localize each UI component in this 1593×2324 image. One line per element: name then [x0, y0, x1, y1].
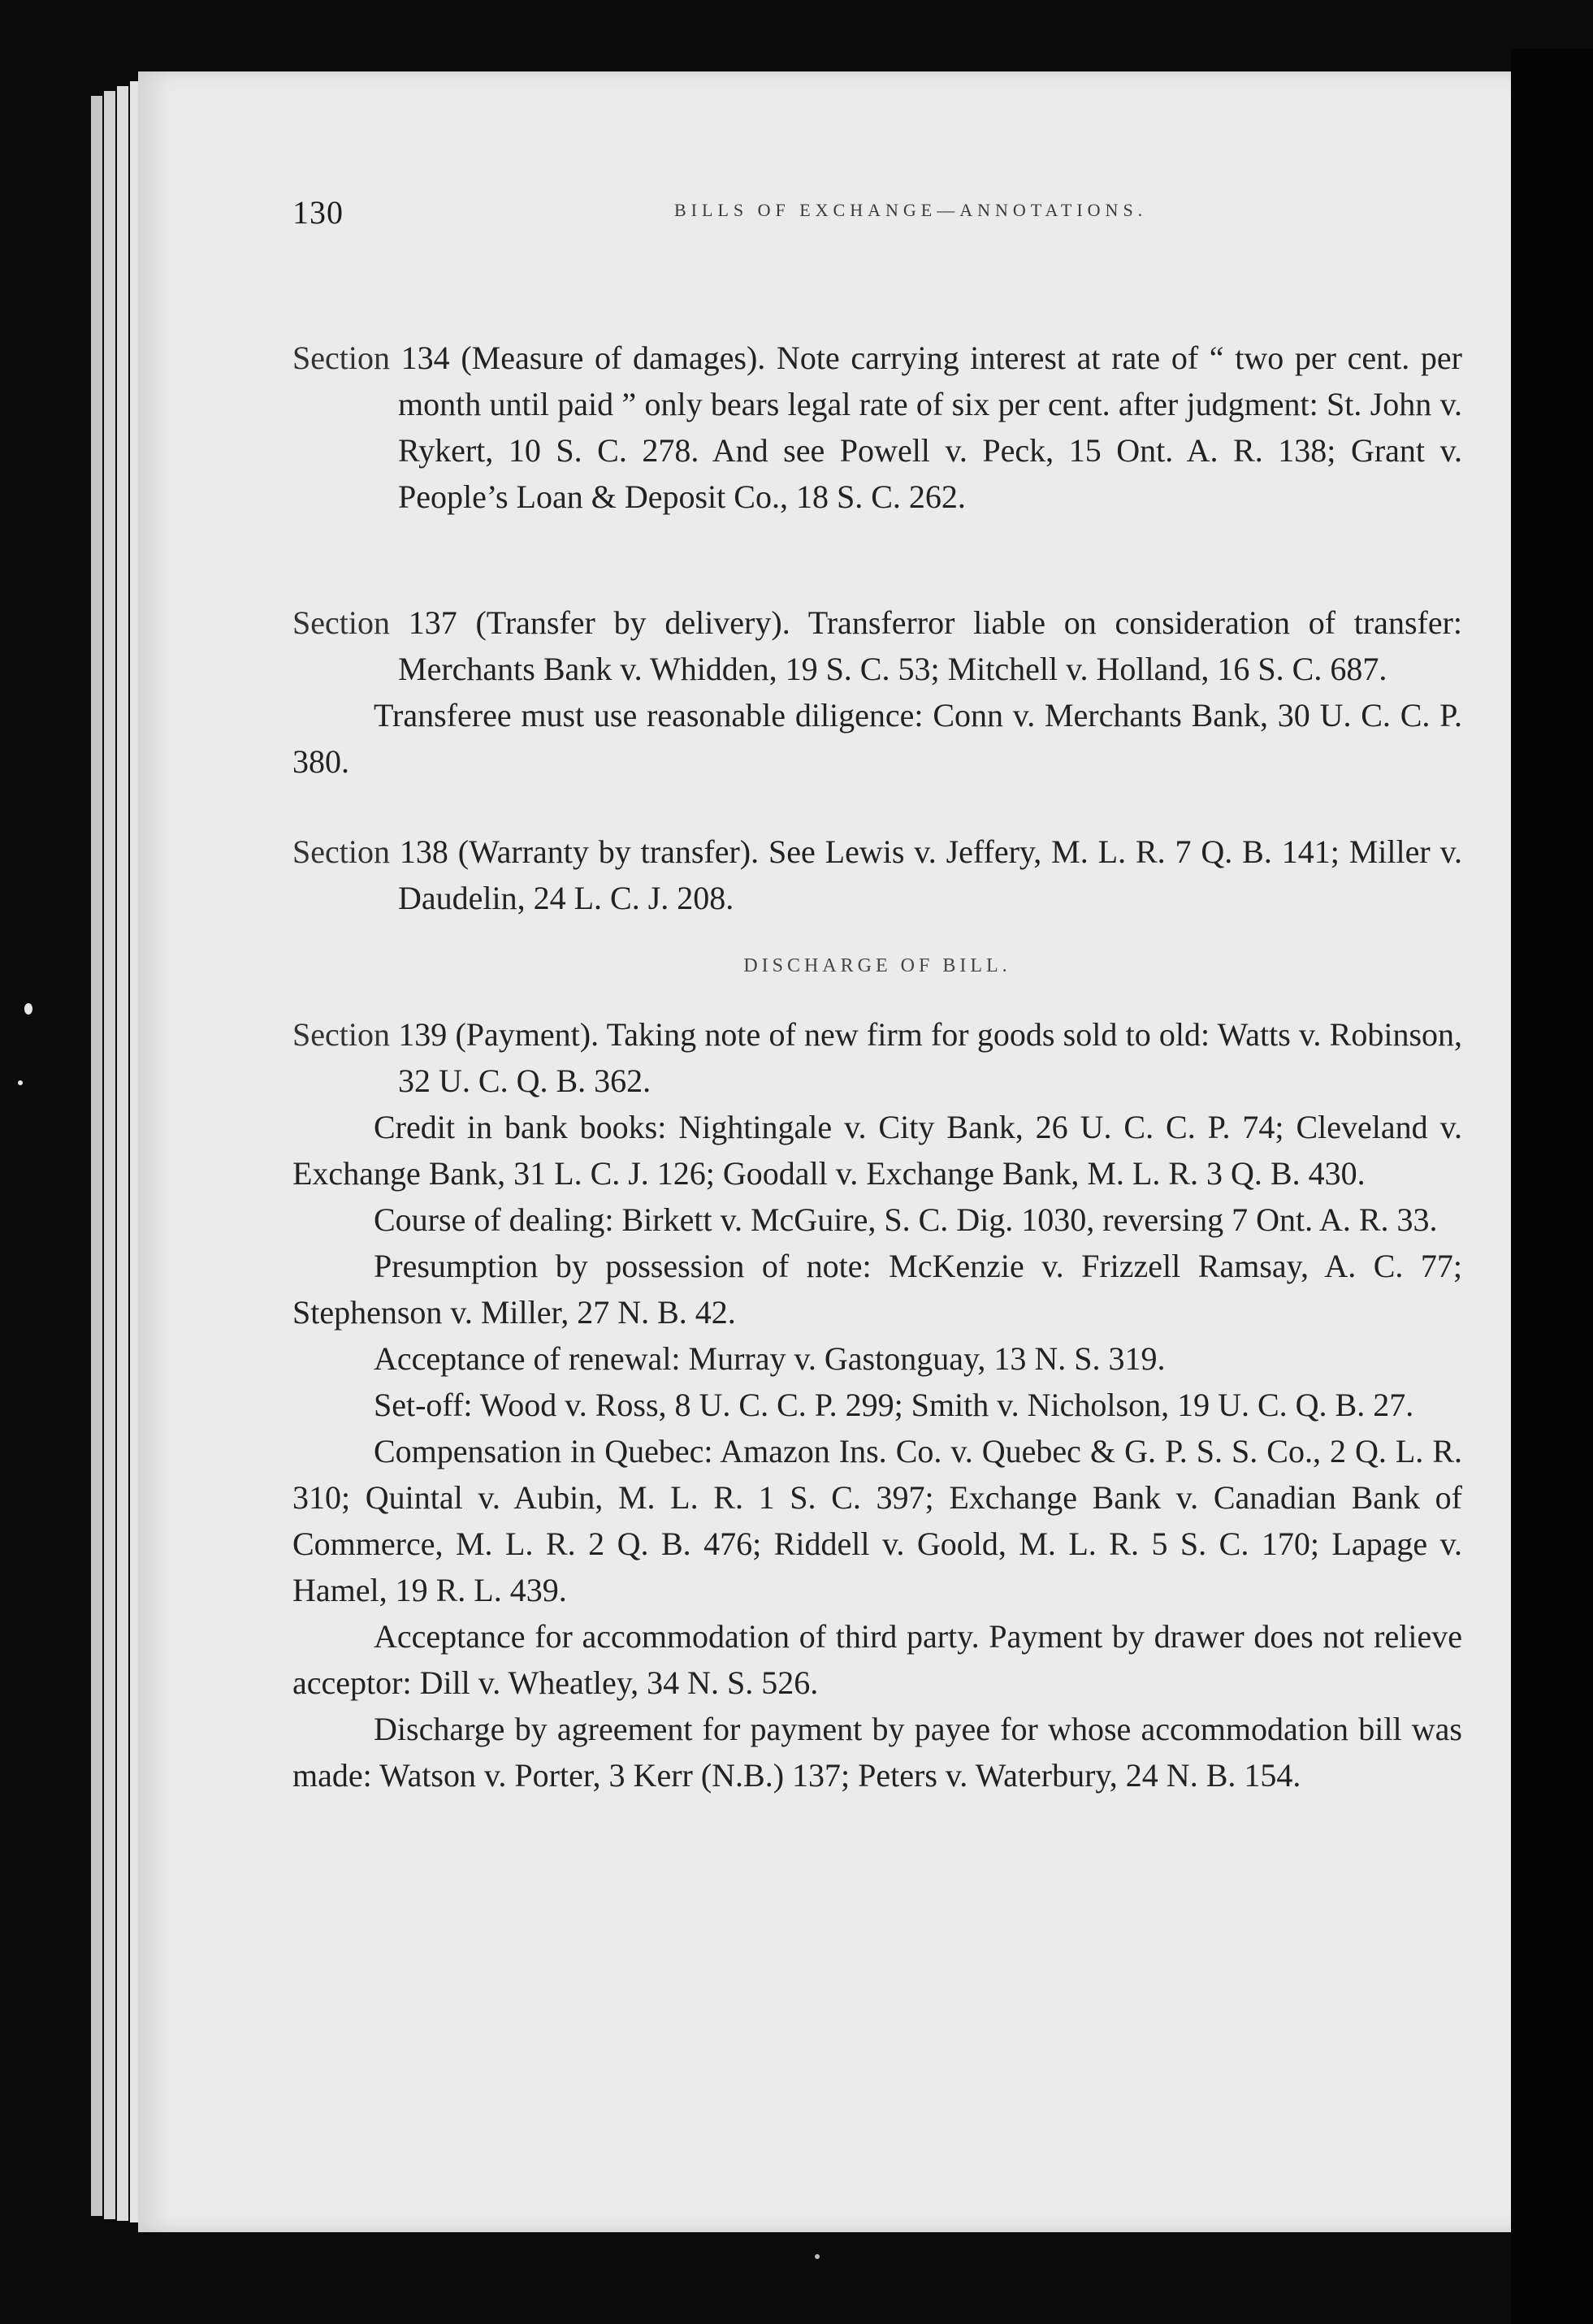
page-header [292, 193, 1495, 242]
section-entry [292, 829, 1462, 921]
scan-speck [24, 1003, 32, 1015]
annotation-paragraph: Acceptance of renewal: Murray v. Gastonguay, 13 N. S. 319. [374, 1340, 1166, 1377]
annotation-paragraph: Acceptance for accommodation of third party. Payment by drawer does not relieve acceptor: Dill v. Wheatley, 34 N. S. 526. [292, 1618, 1462, 1701]
section-body: 137 (Transfer by delivery). Transferror liable on consideration of transfer: Merchants Bank v. Whidden, 19 S. C. 53; Mitchell v. Holland, 16 S. C. 687. [398, 604, 1463, 687]
section-body: 134 (Measure of damages). Note carrying interest at rate of “ two per cent. per month until paid ” only bears legal rate of six per cent. after judgment: St. John v. Rykert, 10 S. C. 278. And see Powell v. Peck, 15 Ont. A. R. 138; Grant v. People’s Loan & Deposit Co., 18 S. C. 262. [398, 340, 1462, 515]
section-label: Section [292, 340, 390, 376]
annotation-paragraph: Discharge by agreement for payment by payee for whose accommodation bill was made: Watson v. Porter, 3 Kerr (N.B.) 137; Peters v. Waterbury, 24 N. B. 154. [292, 1711, 1462, 1794]
scan-border [1511, 49, 1593, 2324]
scan-speck [18, 1080, 23, 1085]
section-text [292, 829, 1462, 921]
annotation-paragraph: Course of dealing: Birkett v. McGuire, S. C. Dig. 1030, reversing 7 Ont. A. R. 33. [374, 1201, 1438, 1238]
page-edge [104, 91, 115, 2219]
annotation-paragraph: Transferee must use reasonable diligence: Conn v. Merchants Bank, 30 U. C. C. P. 380. [292, 697, 1462, 780]
section-label: Section [292, 1016, 390, 1053]
section-label: Section [292, 833, 390, 870]
annotation-paragraph: Presumption by possession of note: McKenzie v. Frizzell Ramsay, A. C. 77; Stephenson v. Miller, 27 N. B. 42. [292, 1248, 1462, 1331]
section-body: 139 (Payment). Taking note of new firm for goods sold to old: Watts v. Robinson, 32 U. C. Q. B. 362. [398, 1016, 1463, 1099]
annotation-paragraph: Set-off: Wood v. Ross, 8 U. C. C. P. 299; Smith v. Nicholson, 19 U. C. Q. B. 27. [374, 1387, 1414, 1423]
section-text [292, 1011, 1462, 1104]
annotation-paragraph: Compensation in Quebec: Amazon Ins. Co. v. Quebec & G. P. S. S. Co., 2 Q. L. R. 310; Quintal v. Aubin, M. L. R. 1 S. C. 397; Exchange Bank v. Canadian Bank of Commerce, M. L. R. 2 Q. B. 476; Riddell v. Goold, M. L. R. 5 S. C. 170; Lapage v. Hamel, 19 R. L. 439. [292, 1433, 1462, 1608]
section-entry [292, 599, 1462, 785]
page-number: 130 [292, 194, 344, 231]
section-heading: DISCHARGE OF BILL. [743, 955, 1011, 976]
page-edge [91, 96, 102, 2216]
annotation-paragraph: Credit in bank books: Nightingale v. City Bank, 26 U. C. C. P. 74; Cleveland v. Exchange Bank, 31 L. C. J. 126; Goodall v. Exchange Bank, M. L. R. 3 Q. B. 430. [292, 1109, 1462, 1192]
section-body: 138 (Warranty by transfer). See Lewis v. Jeffery, M. L. R. 7 Q. B. 141; Miller v. Daudelin, 24 L. C. J. 208. [398, 833, 1463, 916]
section-entry [292, 1011, 1462, 1798]
section-text [292, 335, 1462, 520]
page-edge [117, 86, 128, 2221]
section-entry [292, 335, 1462, 520]
section-label: Section [292, 604, 390, 641]
running-head: BILLS OF EXCHANGE—ANNOTATIONS. [674, 200, 1148, 220]
section-text [292, 599, 1462, 692]
scan-speck [815, 2254, 820, 2259]
